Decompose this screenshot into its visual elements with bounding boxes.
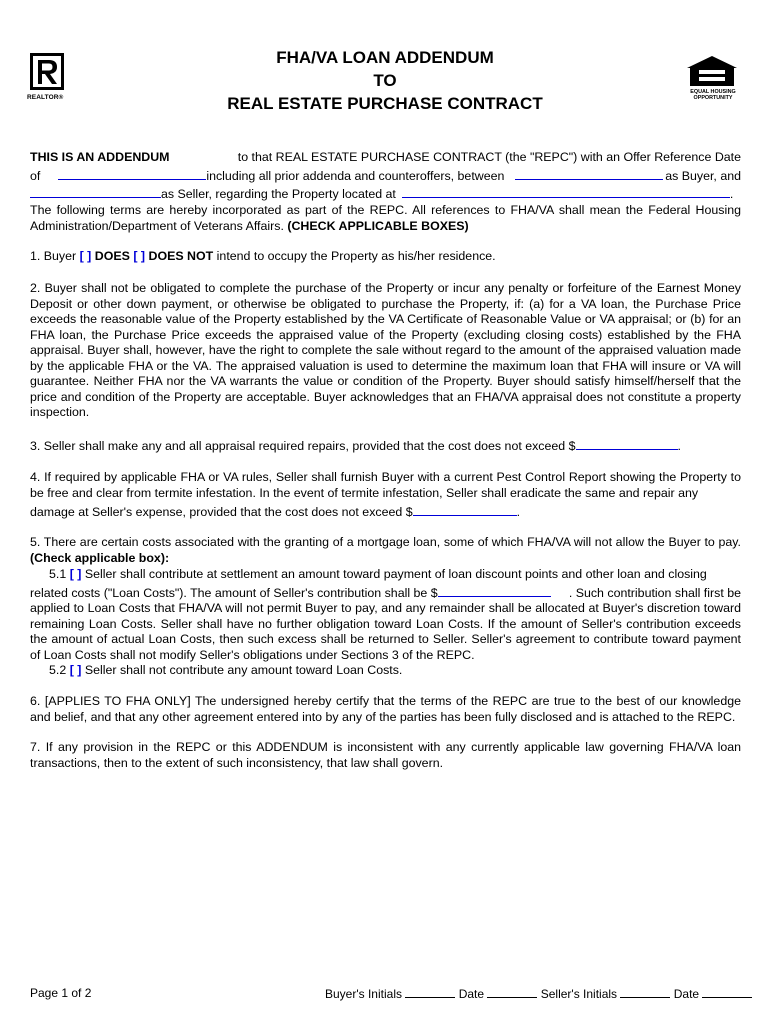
section-6: 6. [APPLIES TO FHA ONLY] The undersigned hereby certify that the terms of the REPC are true to the best of our knowledge and belief, and that any other agreement entered into by any of the parties has been fully disclosed and is attached to the REPC. — [30, 694, 741, 724]
initials-footer: Buyer's Initials Date Seller's Initials Date — [325, 986, 752, 1001]
section-3: 3. Seller shall make any and all appraisal required repairs, provided that the cost does not exceed $ . — [30, 439, 681, 453]
doc-title-line-3: REAL ESTATE PURCHASE CONTRACT — [227, 94, 543, 113]
section-4: 4. If required by applicable FHA or VA rules, Seller shall furnish Buyer with a current Pest Control Report showing the Property to be free and clear from termite infestation. In the event of termite infestation, Seller shall eradicate the same and repair any — [30, 470, 741, 500]
property-address-field[interactable] — [402, 186, 730, 198]
intro-line-1: THIS IS AN ADDENDUM to that REAL ESTATE PURCHASE CONTRACT (the "REPC") with an Offer Reference Date — [30, 150, 741, 164]
buyer-date-field[interactable] — [487, 986, 537, 998]
section-5-1-amount: related costs ("Loan Costs"). The amount of Seller's contribution shall be $ . Such contribution shall first be — [30, 586, 741, 600]
section-7: 7. If any provision in the REPC or this ADDENDUM is inconsistent with any currently applicable law governing FHA/VA loan transactions, then to the extent of such inconsistency, that law shall govern. — [30, 740, 741, 770]
doc-title-line-1: FHA/VA LOAN ADDENDUM — [276, 48, 494, 67]
section-1: 1. Buyer [ ] DOES [ ] DOES NOT intend to occupy the Property as his/her residence. — [30, 249, 496, 263]
offer-reference-date-field[interactable] — [58, 168, 206, 180]
intro-line-2: of including all prior addenda and counteroffers, between as Buyer, and — [30, 169, 741, 183]
intro-line-3: as Seller, regarding the Property located at . — [30, 186, 741, 203]
seller-initials-field[interactable] — [620, 986, 670, 998]
pest-repair-cost-limit-field[interactable] — [413, 504, 517, 516]
occupy-does-checkbox[interactable]: [ ] — [79, 249, 92, 263]
repair-cost-limit-field[interactable] — [576, 438, 678, 450]
equal-housing-label: EQUAL HOUSING OPPORTUNITY — [690, 89, 736, 101]
seller-name-field[interactable] — [30, 186, 161, 198]
buyer-name-field[interactable] — [515, 168, 663, 180]
seller-contribution-amount-field[interactable] — [438, 585, 551, 597]
section-4-cost: damage at Seller's expense, provided that the cost does not exceed $ . — [30, 505, 521, 519]
realtor-label: REALTOR® — [27, 94, 64, 101]
occupy-does-not-checkbox[interactable]: [ ] — [133, 249, 146, 263]
section-2: 2. Buyer shall not be obligated to complete the purchase of the Property or incur any penalty or forfeiture of the Earnest Money Deposit or other down payment, or otherwise be obligated to purchase the Property, if: (a) for a VA loan, the Purchase Price exceeds the reasonable value of the Property established by the VA Certificate of Reasonable Value or VA appraisal; or (b) for an FHA loan, the Purchase Price exceeds the appraised value of the Property (excluding closing costs) established by the FHA appraisal. Buyer shall, however, have the right to complete the sale without regard to the amount of the appraised valuation made by the applicable FHA or the VA. The appraised valuation is used to determine the maximum loan that FHA will insure or VA will guarantee. Neither FHA nor the VA warrants the value or condition of the Property. Buyer should satisfy himself/herself that the price and condition of the Property are acceptable. Buyer acknowledges that an FHA/VA appraisal does not constitute a property inspection. — [30, 281, 741, 419]
intro-terms: The following terms are hereby incorporated as part of the REPC. All references to FHA/VA shall mean the Federal Housing Administration/Department of Veterans Affairs. (CHECK APPLICABLE BOXES) — [30, 203, 741, 233]
section-5-1: 5.1 [ ] Seller shall contribute at settlement an amount toward payment of loan discount points and other loan and closing — [49, 567, 707, 581]
doc-title-line-2: TO — [373, 71, 397, 90]
seller-contribute-checkbox[interactable]: [ ] — [69, 567, 82, 581]
section-5-1-body: applied to Loan Costs that FHA/VA will not permit Buyer to pay, and any remainder shall be allocated at Buyer's discretion toward remaining Loan Costs. Seller shall have no further obligation toward Loan Costs. If the amount of Seller's contribution exceeds the amount of actual Loan Costs, then such excess shall be returned to Seller. Seller's agreement to contribute toward payment of Loan Costs shall not modify Seller's obligations under Sections 3 of the REPC. — [30, 601, 741, 662]
seller-date-field[interactable] — [702, 986, 752, 998]
seller-not-contribute-checkbox[interactable]: [ ] — [69, 663, 82, 677]
section-5: 5. There are certain costs associated with the granting of a mortgage loan, some of which FHA/VA will not allow the Buyer to pay. (Check applicable box): — [30, 535, 741, 565]
buyer-initials-field[interactable] — [405, 986, 455, 998]
page-number: Page 1 of 2 — [30, 986, 92, 1000]
section-5-2: 5.2 [ ] Seller shall not contribute any amount toward Loan Costs. — [49, 663, 403, 677]
